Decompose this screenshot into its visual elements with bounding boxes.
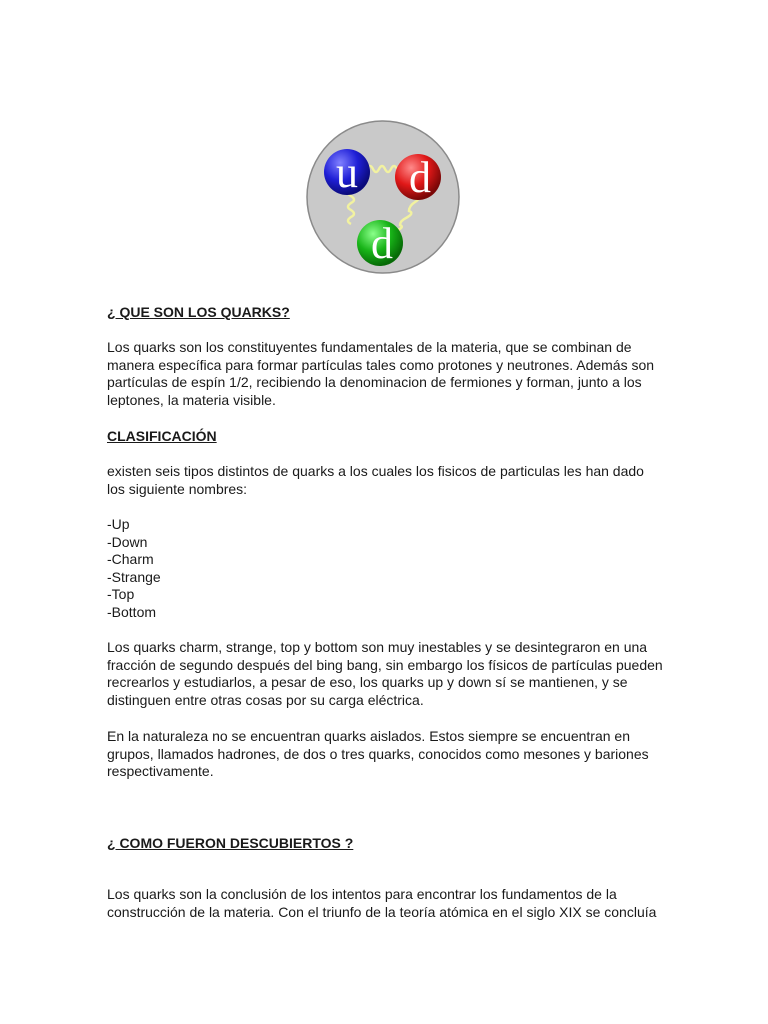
heading-como-fueron-descubiertos: ¿ COMO FUERON DESCUBIERTOS ? bbox=[107, 835, 354, 851]
quark-d-red-letter: d bbox=[409, 153, 431, 202]
list-item: -Charm bbox=[107, 551, 154, 568]
text-line: partículas de espín 1/2, recibiendo la denominacion de fermiones y forman, junto a los bbox=[107, 374, 642, 391]
quark-diagram bbox=[305, 117, 461, 277]
paragraph-clasificacion-intro bbox=[107, 463, 644, 498]
text-line: existen seis tipos distintos de quarks a los cuales los fisicos de particulas les han dado bbox=[107, 463, 644, 479]
quark-d-green-letter: d bbox=[371, 219, 393, 268]
paragraph-definition bbox=[107, 339, 654, 409]
text-line: distinguen entre otras cosas por su carga eléctrica. bbox=[107, 691, 424, 708]
list-item: -Down bbox=[107, 533, 148, 550]
text-line: fracción de segundo después del bing bang, sin embargo los físicos de partículas pueden bbox=[107, 656, 663, 673]
text-line: leptones, la materia visible. bbox=[107, 391, 276, 408]
text-line: construcción de la materia. Con el triunfo de la teoría atómica en el siglo XIX se concluía bbox=[107, 903, 657, 920]
text-line: Los quarks son los constituyentes fundamentales de la materia, que se combinan de bbox=[107, 339, 632, 355]
text-line: recrearlos y estudiarlos, a pesar de eso, los quarks up y down sí se mantienen, y se bbox=[107, 674, 628, 691]
text-line: manera específica para formar partículas tales como protones y neutrones. Además son bbox=[107, 356, 655, 373]
heading-que-son-los-quarks: ¿ QUE SON LOS QUARKS? bbox=[107, 304, 290, 320]
paragraph-hadrones bbox=[107, 728, 649, 781]
text-line: grupos, llamados hadrones, de dos o tres quarks, conocidos como mesones y bariones bbox=[107, 745, 649, 762]
list-item: -Bottom bbox=[107, 603, 157, 620]
quark-u-letter: u bbox=[336, 148, 358, 197]
heading-clasificacion: CLASIFICACIÓN bbox=[107, 428, 217, 444]
text-line: Los quarks son la conclusión de los intentos para encontrar los fundamentos de la bbox=[107, 886, 617, 902]
list-item: -Strange bbox=[107, 568, 161, 585]
paragraph-unstable-quarks bbox=[107, 639, 663, 709]
paragraph-descubrimiento bbox=[107, 886, 656, 921]
quark-type-list bbox=[107, 516, 161, 622]
text-line: respectivamente. bbox=[107, 763, 214, 780]
list-item: -Top bbox=[107, 586, 135, 603]
text-line: los siguiente nombres: bbox=[107, 480, 248, 497]
text-line: Los quarks charm, strange, top y bottom son muy inestables y se desintegraron en una bbox=[107, 639, 648, 655]
list-item: -Up bbox=[107, 516, 130, 532]
text-line: En la naturaleza no se encuentran quarks aislados. Estos siempre se encuentran en bbox=[107, 728, 630, 744]
